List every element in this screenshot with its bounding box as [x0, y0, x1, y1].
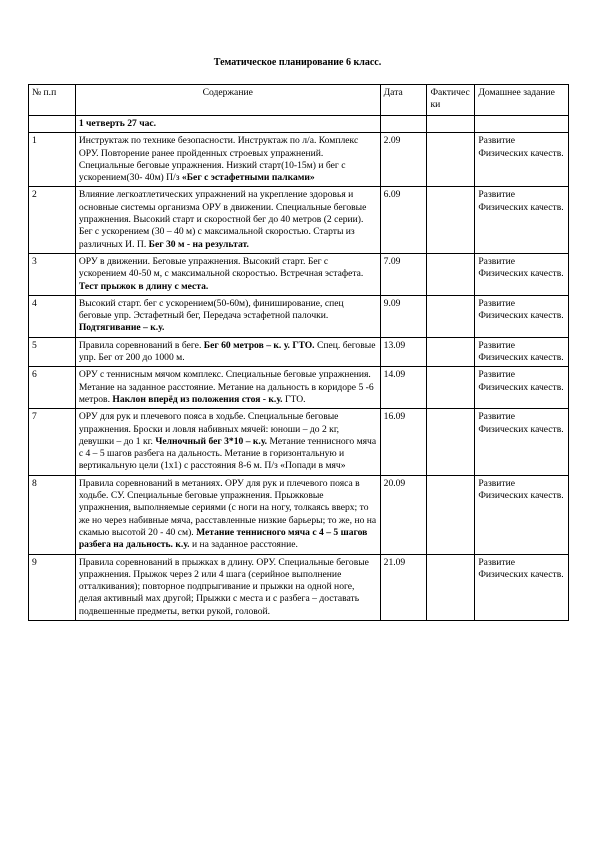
- row-content-bold: Метание теннисного мяча с 4 – 5 шагов разбега на дальность. к.у.: [78, 526, 368, 551]
- row-homework: Развитие Физических качеств.: [478, 135, 564, 159]
- row-date: 13.09: [383, 339, 406, 351]
- header-home: Домашнее задание: [475, 85, 569, 116]
- row-homework: Развитие Физических качеств.: [478, 411, 564, 435]
- row-content-bold: Челночный бег 3*10 – к.у.: [155, 435, 268, 447]
- table-row: [29, 475, 569, 554]
- row-number: 5: [32, 339, 37, 351]
- table-row: [29, 409, 569, 475]
- table-row: [29, 253, 569, 295]
- row-homework: Развитие Физических качеств.: [478, 189, 564, 213]
- row-date: 21.09: [383, 556, 406, 568]
- table-row: [29, 133, 569, 187]
- row-homework: Развитие Физических качеств.: [478, 297, 564, 322]
- table-row: [29, 295, 569, 337]
- table-row: [29, 554, 569, 620]
- table-header-row: [29, 85, 569, 116]
- row-content-text: ОРУ с теннисным мячом комплекс. Специальные беговые упражнения. Метание на заданное расстояние. Метание на дальность в коридоре 5 -6 метров.: [78, 369, 374, 405]
- row-number: 4: [32, 297, 37, 309]
- row-date: 16.09: [383, 411, 406, 423]
- row-date: 14.09: [383, 369, 406, 381]
- row-date: 2.09: [383, 135, 401, 147]
- row-homework: Развитие Физических качеств.: [478, 369, 564, 393]
- row-number: 1: [32, 135, 37, 147]
- header-content: Содержание: [75, 85, 380, 116]
- row-date: 7.09: [383, 255, 401, 267]
- row-number: 2: [32, 189, 37, 201]
- header-fact: Фактичес ки: [427, 85, 475, 116]
- row-content-text: ОРУ для рук и плечевого пояса в ходьбе. Специальные беговые упражнения. Броски и ловля набивных мячей: юноши – до 2 кг, девушки – до 1 кг.: [78, 411, 340, 447]
- row-number: 9: [32, 556, 37, 568]
- quarter-row: [29, 116, 569, 133]
- header-num: № п.п: [29, 85, 76, 116]
- row-content-bold: Подтягивание – к.у.: [78, 322, 165, 334]
- row-homework: Развитие Физических качеств.: [478, 255, 564, 280]
- row-content-bold: Бег 30 м - на результат.: [148, 238, 249, 250]
- row-date: 9.09: [383, 297, 401, 309]
- page-title: Тематическое планирование 6 класс.: [213, 57, 382, 68]
- row-content-tail: ГТО.: [284, 393, 306, 405]
- row-number: 8: [32, 477, 37, 489]
- row-date: 20.09: [383, 477, 406, 489]
- row-content-tail: Метание теннисного мяча с 4 – 5 шагов разбега на дальность. Метание в горизонтальную и вертикальную цели (1х1) с расстояния 8-6 м. П/з «Попади в мяч»: [78, 435, 377, 472]
- table-row: [29, 337, 569, 367]
- row-content-bold: «Бег с эстафетными палками»: [181, 172, 315, 184]
- row-content-bold: Наклон вперёд из положения стоя - к.у.: [112, 393, 283, 405]
- row-homework: Развитие Физических качеств.: [478, 556, 564, 580]
- table-row: [29, 187, 569, 253]
- plan-table: [28, 84, 569, 621]
- row-content-text: Правила соревнований в прыжках в длину. ОРУ. Специальные беговые упражнения. Прыжок через 2 или 4 шага (серийное выполнение отталкивания); повторное подпрыгивание и прыжки на одной ноге, делая активный мах другой; Прыжки с места и с разбега – доставать подвешенные предметы, ветки рукой, головой.: [78, 556, 369, 617]
- row-content-text: ОРУ в движении. Беговые упражнения. Высокий старт. Бег с ускорением 40-50 м, с максимальной скоростью. Встречная эстафета.: [78, 255, 364, 280]
- row-date: 6.09: [383, 189, 401, 201]
- row-content-text: Правила соревнований в беге.: [78, 339, 202, 351]
- row-content-text: Влияние легкоатлетических упражнений на укрепление здоровья и основные системы организма ОРУ в движении. Специальные беговые упражнения. Высокий старт и скоростной бег до 40 метров (2 серии). Бег с ускорением (30 – 40 м) с максимальной скоростью. Старты из различных И. П.: [78, 189, 367, 250]
- row-number: 6: [32, 369, 37, 381]
- quarter-label: 1 четверть 27 час.: [75, 116, 380, 133]
- header-date: Дата: [380, 85, 427, 116]
- table-body: [29, 133, 569, 621]
- row-content-text: Инструктаж по технике безопасности. Инструктаж по л/а. Комплекс ОРУ. Повторение ранее пройденных строевых упражнений. Специальные беговые упражнения. Низкий старт(10-15м) и бег с ускорением(30- 40м) П/з: [78, 135, 359, 184]
- row-content-text: Правила соревнований в метаниях. ОРУ для рук и плечевого пояса в ходьбе. СУ. Специальные беговые упражнения. Прыжковые упражнения, выполняемые сериями (с ноги на ногу, толкаясь вверх; то же но через набивные мяча, расставленные низкие барьеры; то же, но на скамью высотой 20 - 40 см).: [78, 477, 377, 538]
- row-number: 7: [32, 411, 37, 423]
- row-content-tail: и на заданное расстояние.: [191, 539, 298, 551]
- row-content-tail: Спец. беговые упр. Бег от 200 до 1000 м.: [78, 339, 376, 364]
- row-homework: Развитие Физических качеств.: [478, 339, 564, 364]
- row-content-bold: Бег 60 метров – к. у. ГТО.: [203, 339, 315, 351]
- row-homework: Развитие Физических качеств.: [478, 477, 564, 502]
- table-row: [29, 367, 569, 409]
- row-content-bold: Тест прыжок в длину с места.: [78, 280, 209, 292]
- row-content-text: Высокий старт. бег с ускорением(50-60м), финиширование, спец беговые упр. Эстафетный бег, Передача эстафетной палочки.: [78, 297, 344, 322]
- row-number: 3: [32, 255, 37, 267]
